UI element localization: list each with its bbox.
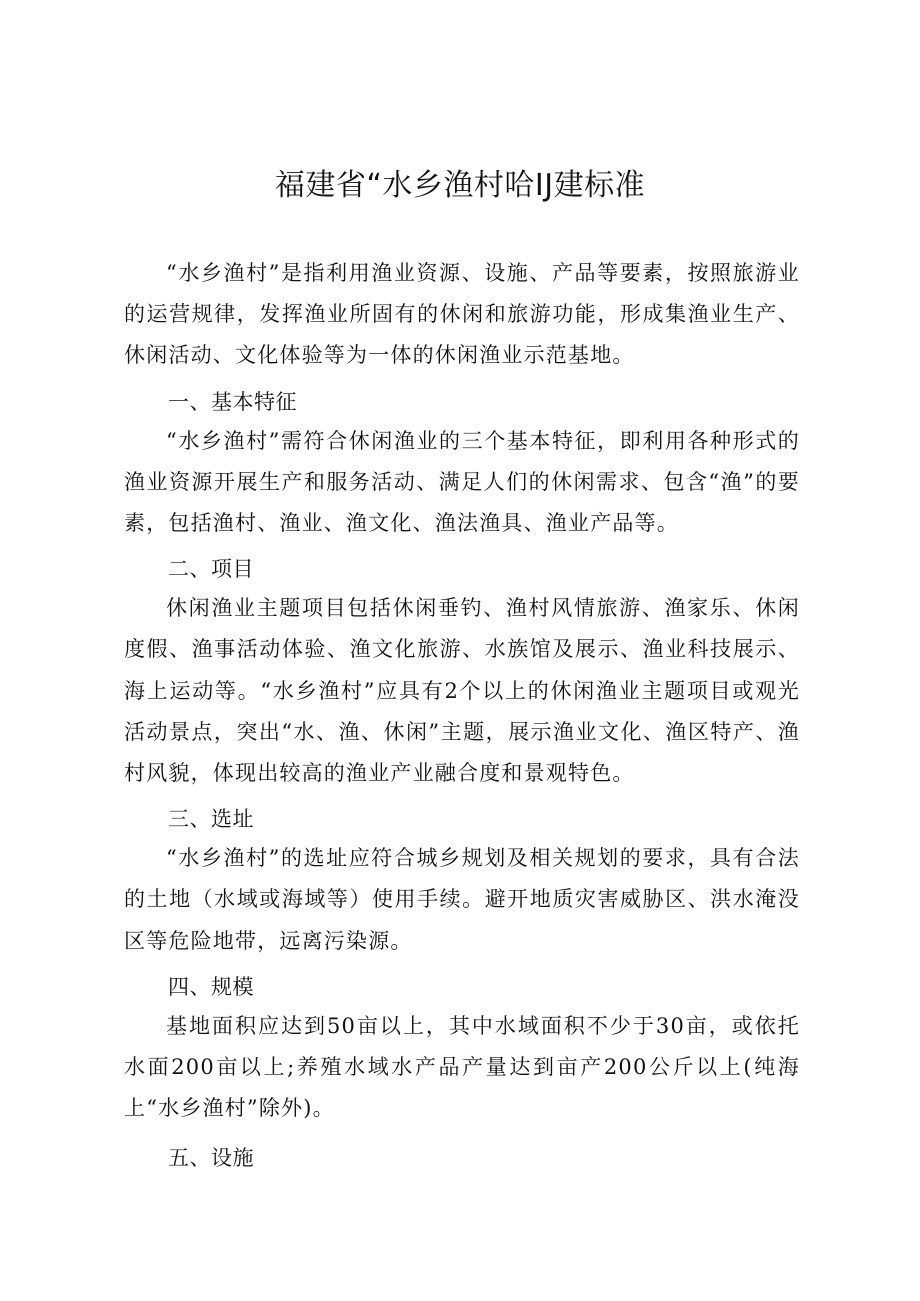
section-heading-scale: 四、规模 bbox=[168, 974, 254, 999]
section-body-basic-features: “水乡渔村”需符合休闲渔业的三个基本特征，即利用各种形式的渔业资源开展生产和服务活动、满足人们的休闲需求、包含“渔”的要素，包括渔村、渔业、渔文化、渔法渔具、渔业产品等。 bbox=[124, 428, 800, 536]
document-title: 福建省“水乡渔村哈IJ建标准 bbox=[274, 168, 646, 203]
section-body-site-selection: “水乡渔村”的选址应符合城乡规划及相关规划的要求，具有合法的土地（水域或海域等）使用手续。避开地质灾害威胁区、洪水淹没区等危险地带，远离污染源。 bbox=[124, 846, 800, 953]
section-body-projects: 休闲渔业主题项目包括休闲垂钓、渔村风情旅游、渔家乐、休闲度假、渔事活动体验、渔文化旅游、水族馆及展示、渔业科技展示、海上运动等。“水乡渔村”应具有2个以上的休闲渔业主题项目或观光活动景点，突出“水、渔、休闲”主题，展示渔业文化、渔区特产、渔村风貌，体现出较高的渔业产业融合度和景观特色。 bbox=[124, 596, 800, 786]
section-heading-projects: 二、项目 bbox=[168, 557, 254, 582]
section-heading-site-selection: 三、选址 bbox=[168, 807, 254, 832]
section-heading-basic-features: 一、基本特征 bbox=[168, 389, 297, 414]
intro-paragraph: “水乡渔村”是指利用渔业资源、设施、产品等要素，按照旅游业的运营规律，发挥渔业所固有的休闲和旅游功能，形成集渔业生产、休闲活动、文化体验等为一体的休闲渔业示范基地。 bbox=[124, 261, 800, 368]
section-heading-facilities: 五、设施 bbox=[168, 1146, 254, 1171]
section-body-scale: 基地面积应达到50亩以上，其中水域面积不少于30亩，或依托水面200亩以上;养殖水域水产品产量达到亩产200公斤以上(纯海上“水乡渔村”除外)。 bbox=[124, 1013, 800, 1121]
document-body bbox=[124, 253, 800, 1177]
